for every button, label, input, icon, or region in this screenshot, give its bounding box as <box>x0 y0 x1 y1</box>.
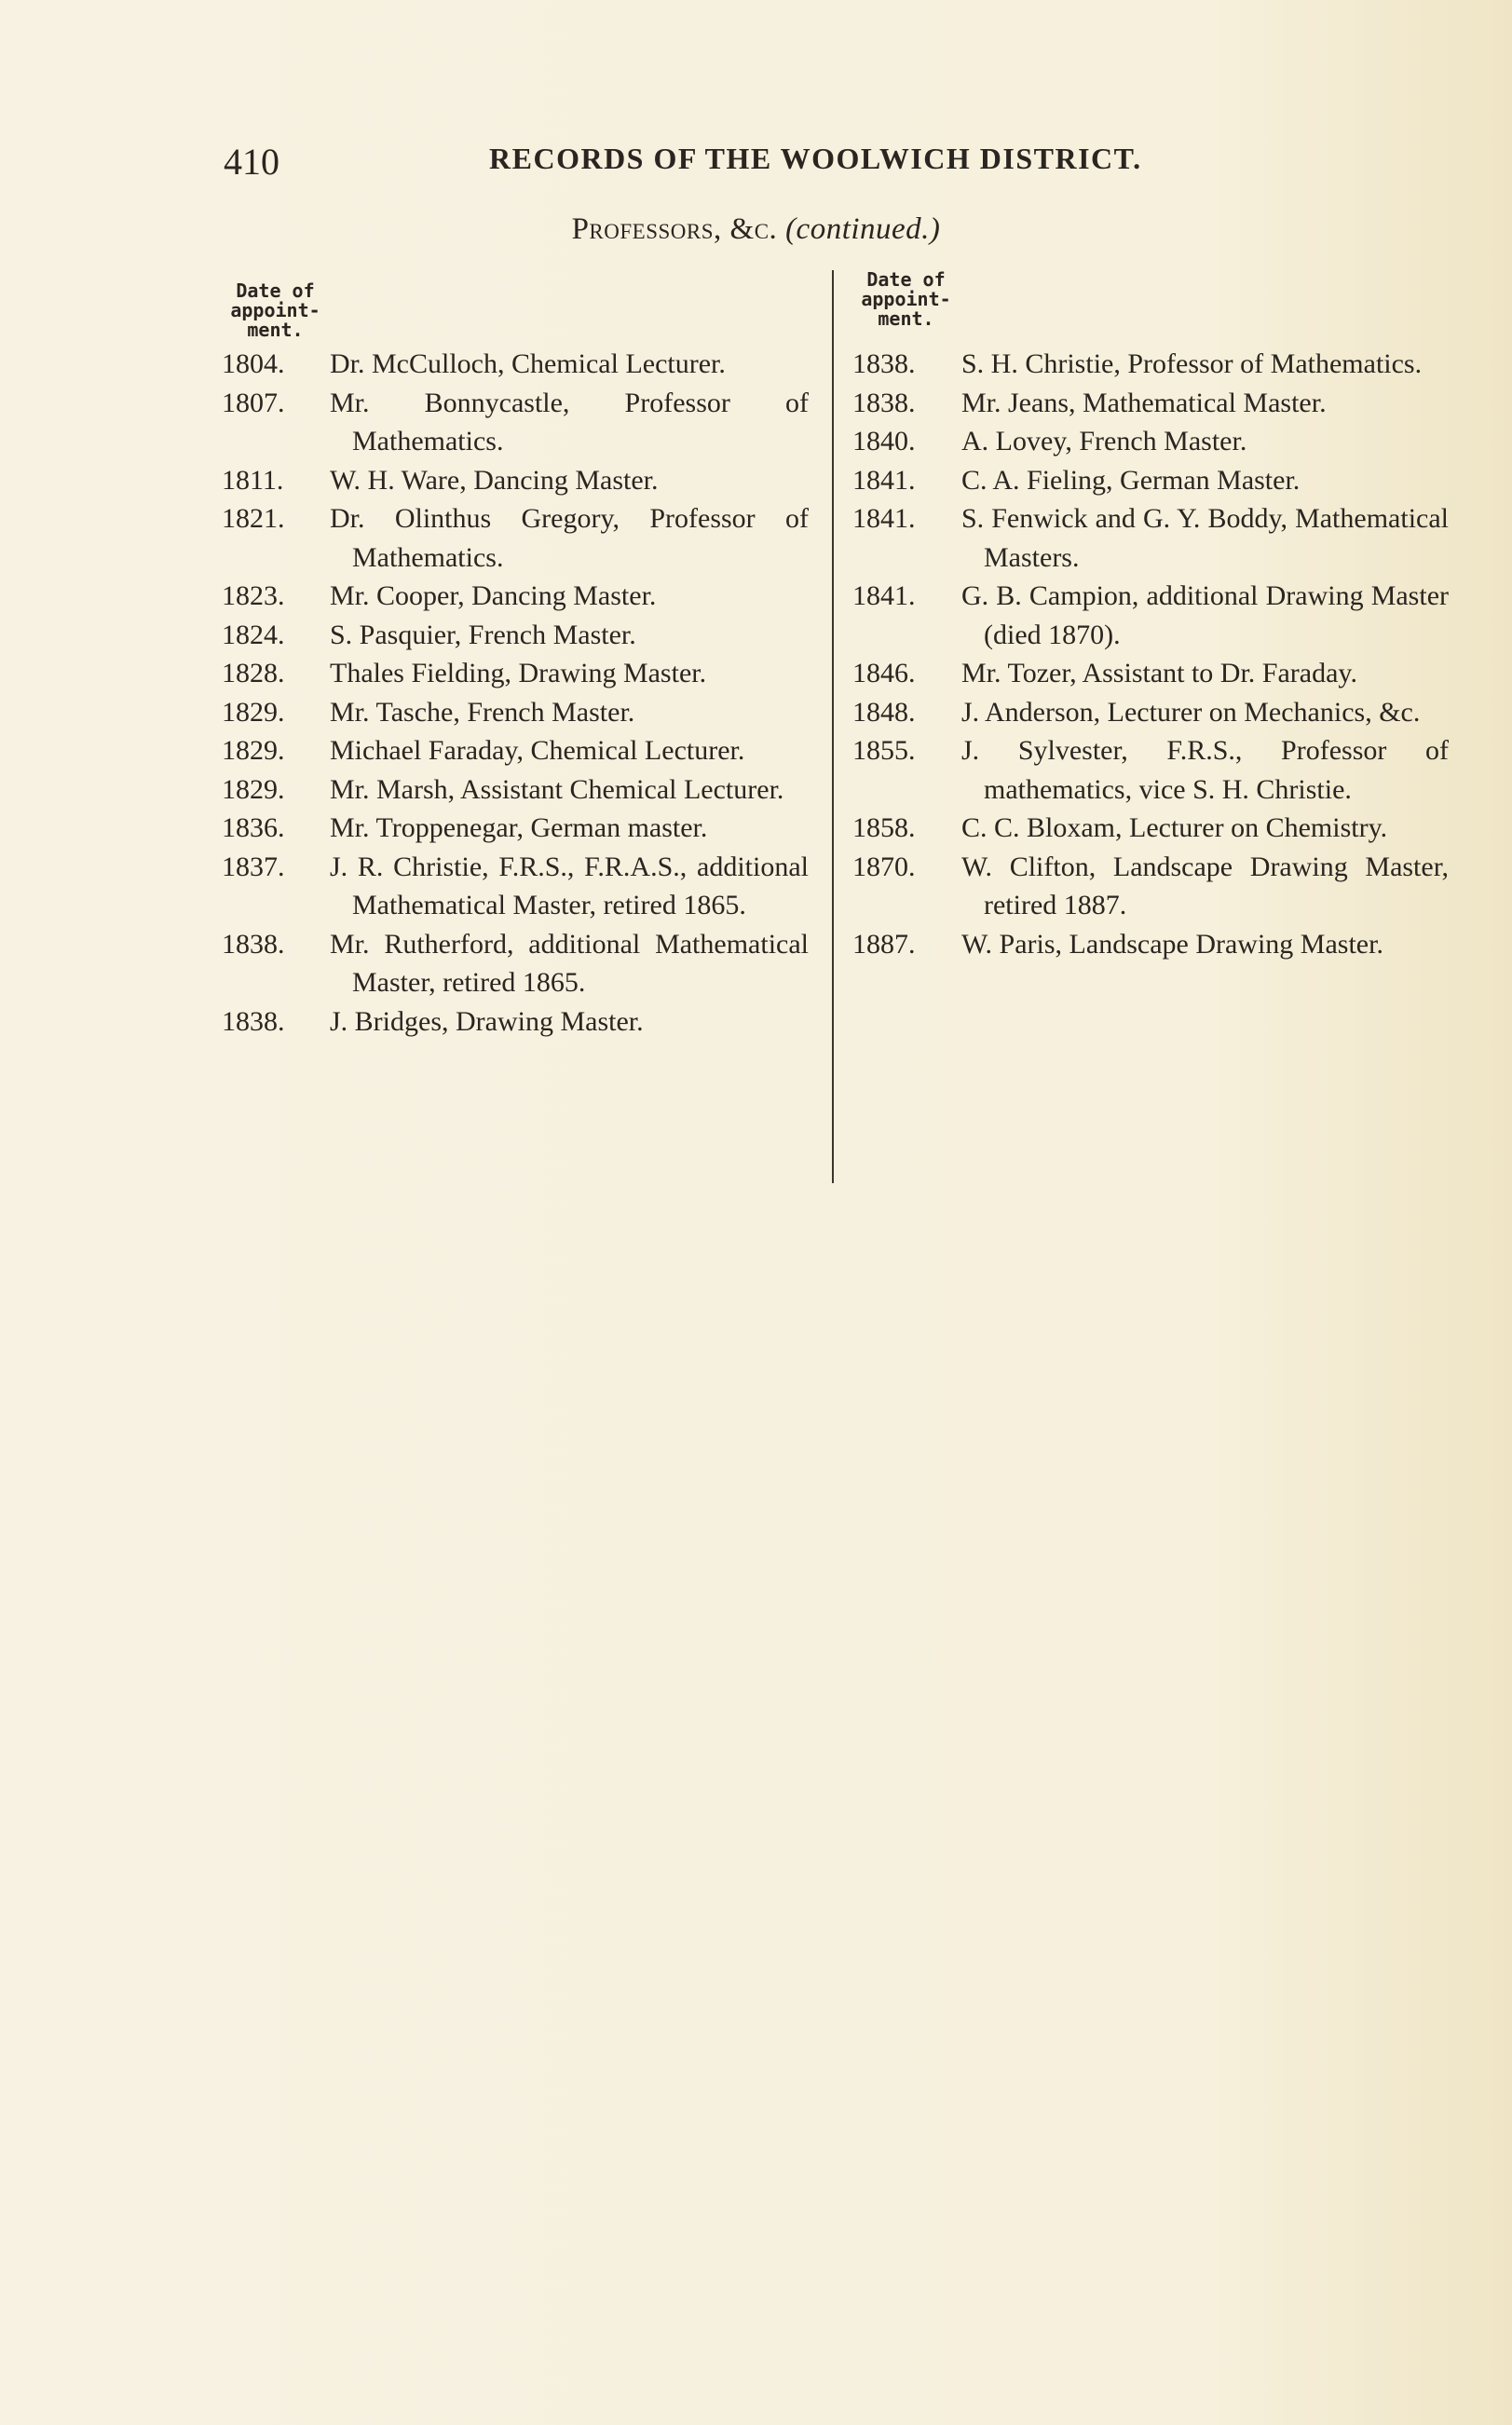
appointment-year: 1838. <box>852 387 916 418</box>
appointment-entry <box>852 345 1449 384</box>
appointment-entry <box>222 1002 809 1042</box>
appointment-entry <box>852 809 1449 848</box>
appointment-description: C. A. Fieling, German Master. <box>961 464 1301 496</box>
appointment-year: 1823. <box>222 580 285 611</box>
appointment-year: 1855. <box>852 735 916 766</box>
appointment-description: Mr. Tozer, Assistant to Dr. Faraday. <box>961 658 1357 688</box>
appointment-entry <box>852 654 1449 693</box>
appointment-year: 1838. <box>852 348 916 379</box>
section-heading <box>0 212 1512 247</box>
appointment-description: Mr. Tasche, French Master. <box>330 696 635 728</box>
appointment-year: 1887. <box>852 928 916 960</box>
appointment-description: Mr. Jeans, Mathematical Master. <box>961 387 1327 418</box>
appointment-description: Thales Fielding, Drawing Master. <box>330 658 707 688</box>
appointment-year: 1829. <box>222 696 285 728</box>
appointment-year: 1804. <box>222 348 285 379</box>
running-title: RECORDS OF THE WOOLWICH DISTRICT. <box>489 142 1142 175</box>
appointment-description: W. Paris, Landscape Drawing Master. <box>961 928 1383 960</box>
appointment-description: J. Anderson, Lecturer on Mechanics, &c. <box>961 696 1421 728</box>
appointment-year: 1870. <box>852 851 916 882</box>
appointment-year: 1837. <box>222 851 285 882</box>
appointment-entry <box>222 848 809 925</box>
right-column <box>852 270 1449 963</box>
appointment-year: 1838. <box>222 928 285 960</box>
appointment-description: J. R. Christie, F.R.S., F.R.A.S., additional Mathematical Master, retired 1865. <box>330 851 809 920</box>
running-head <box>224 140 1183 186</box>
appointment-year: 1841. <box>852 464 916 496</box>
appointment-year: 1829. <box>222 735 285 766</box>
section-heading-continued: (continued.) <box>785 212 941 246</box>
left-column-header: Date of appoint- ment. <box>230 279 320 341</box>
appointment-year: 1841. <box>852 503 916 534</box>
appointment-entry <box>852 499 1449 577</box>
appointment-description: S. Fenwick and G. Y. Boddy, Mathematical Masters. <box>961 503 1449 573</box>
appointment-year: 1840. <box>852 426 916 456</box>
appointment-year: 1807. <box>222 387 285 418</box>
appointment-entry <box>852 731 1449 809</box>
appointment-description: G. B. Campion, additional Drawing Master (died 1870). <box>961 580 1449 650</box>
appointment-entry <box>852 384 1449 423</box>
appointment-description: W. H. Ware, Dancing Master. <box>330 464 659 496</box>
appointment-entry <box>222 654 809 693</box>
page-number: 410 <box>224 141 279 183</box>
appointment-entry <box>222 809 809 848</box>
appointment-description: Michael Faraday, Chemical Lecturer. <box>330 735 745 766</box>
appointment-year: 1829. <box>222 773 285 805</box>
appointment-entry <box>852 422 1449 461</box>
appointment-description: Dr. McCulloch, Chemical Lecturer. <box>330 348 726 379</box>
appointment-description: Mr. Cooper, Dancing Master. <box>330 580 657 611</box>
appointment-entry <box>222 384 809 461</box>
appointment-description: S. Pasquier, French Master. <box>330 619 636 650</box>
column-divider <box>832 270 834 1183</box>
appointment-description: Mr. Bonnycastle, Professor of Mathematics. <box>330 387 809 456</box>
appointment-description: Mr. Rutherford, additional Mathematical Master, retired 1865. <box>330 928 809 998</box>
appointment-entry <box>222 461 809 500</box>
appointment-year: 1824. <box>222 619 285 650</box>
appointment-description: J. Sylvester, F.R.S., Professor of mathematics, vice S. H. Christie. <box>961 735 1449 805</box>
left-entry-list <box>222 345 809 1041</box>
appointment-description: Mr. Marsh, Assistant Chemical Lecturer. <box>330 773 784 805</box>
appointment-description: A. Lovey, French Master. <box>961 426 1247 456</box>
appointment-entry <box>222 345 809 384</box>
appointment-entry <box>222 770 809 810</box>
appointment-entry <box>222 499 809 577</box>
appointment-entry <box>852 925 1449 964</box>
appointment-year: 1838. <box>222 1005 285 1037</box>
section-heading-title: Professors, &c. <box>571 212 778 246</box>
appointment-year: 1821. <box>222 503 285 534</box>
appointment-entry <box>222 925 809 1002</box>
appointment-year: 1858. <box>852 812 916 843</box>
appointment-description: W. Clifton, Landscape Drawing Master, retired 1887. <box>961 851 1449 920</box>
appointment-year: 1836. <box>222 812 285 843</box>
left-column <box>222 270 809 1041</box>
appointment-entry <box>222 693 809 732</box>
appointment-year: 1828. <box>222 658 285 688</box>
appointment-description: S. H. Christie, Professor of Mathematics. <box>961 348 1423 379</box>
appointment-entry <box>222 731 809 770</box>
appointment-entry <box>852 461 1449 500</box>
appointment-entry <box>222 577 809 616</box>
right-entry-list <box>852 345 1449 963</box>
appointment-description: Dr. Olinthus Gregory, Professor of Mathematics. <box>330 503 809 573</box>
appointment-description: C. C. Bloxam, Lecturer on Chemistry. <box>961 812 1388 843</box>
appointment-entry <box>852 693 1449 732</box>
appointment-year: 1811. <box>222 464 284 496</box>
appointment-description: Mr. Troppenegar, German master. <box>330 812 708 843</box>
appointment-year: 1846. <box>852 658 916 688</box>
appointment-entry <box>222 616 809 655</box>
appointment-year: 1848. <box>852 696 916 728</box>
appointment-entry <box>852 577 1449 654</box>
appointment-description: J. Bridges, Drawing Master. <box>330 1005 644 1037</box>
appointment-year: 1841. <box>852 580 916 611</box>
right-column-header: Date of appoint- ment. <box>861 268 951 330</box>
appointment-entry <box>852 848 1449 925</box>
